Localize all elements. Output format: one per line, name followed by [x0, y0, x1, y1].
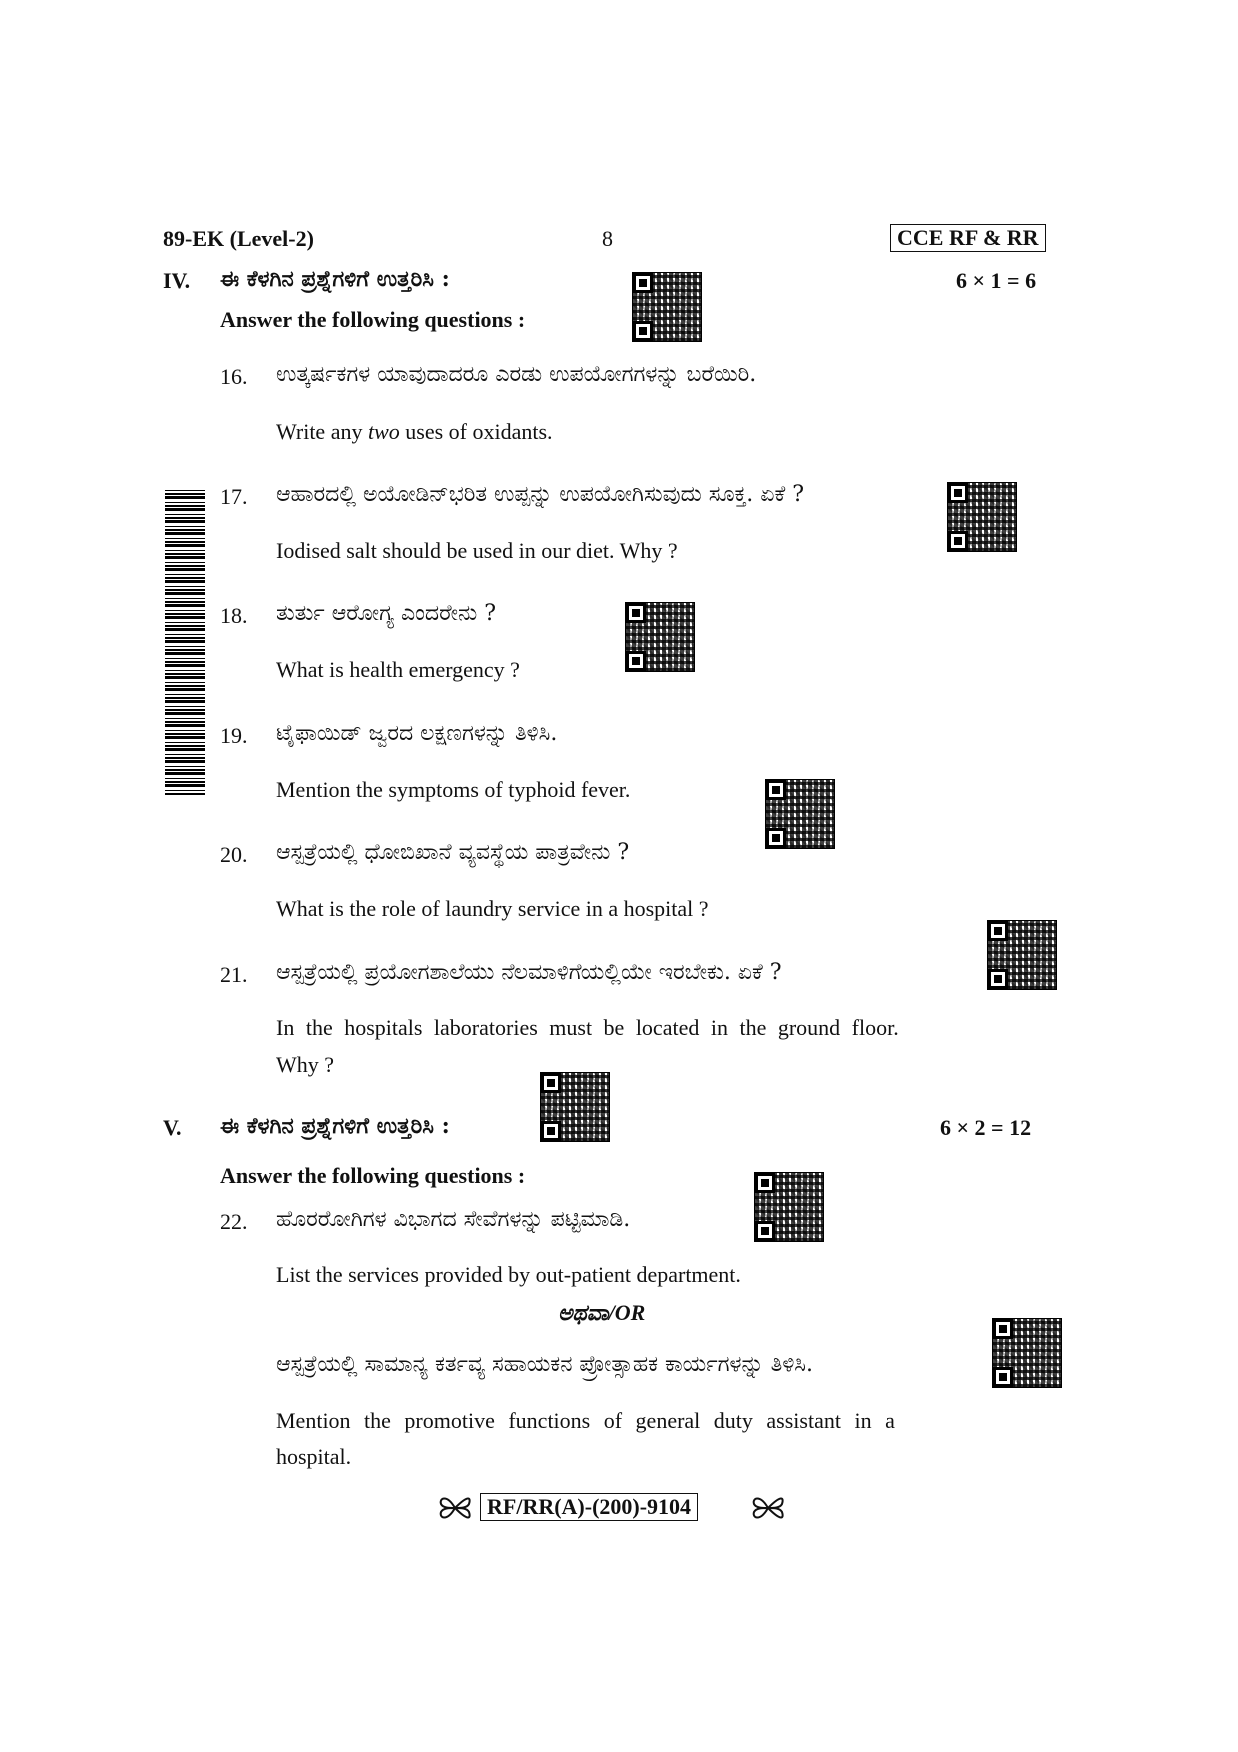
question-20-en: What is the role of laundry service in a hospital ? [276, 896, 709, 921]
question-18-kn: ತುರ್ತು ಆರೋಗ್ಯ ಎಂದರೇನು ? [276, 601, 496, 626]
question-22-alt-kn: ಆಸ್ಪತ್ರೆಯಲ್ಲಿ ಸಾಮಾನ್ಯ ಕರ್ತವ್ಯ ಸಹಾಯಕನ ಪ್ರೋತ್ಸಾಹಕ ಕಾರ್ಯಗಳನ್ನು ತಿಳಿಸಿ. [276, 1352, 813, 1377]
footer-code: RF/RR(A)-(200)-9104 [480, 1493, 698, 1521]
question-19-kn: ಟೈಫಾಯಿಡ್ ಜ್ವರದ ಲಕ್ಷಣಗಳನ್ನು ತಿಳಿಸಿ. [276, 721, 558, 746]
qr-code-icon [987, 920, 1057, 990]
question-16-en: Write any two uses of oxidants. [276, 419, 553, 444]
section-v-marks: 6 × 2 = 12 [940, 1115, 1032, 1140]
ornament-right-icon [750, 1490, 786, 1526]
qr-code-icon [632, 272, 702, 342]
qr-code-icon [625, 602, 695, 672]
question-number: 17. [220, 484, 248, 509]
question-20-kn: ಆಸ್ಪತ್ರೆಯಲ್ಲಿ ಧೋಬಿಖಾನೆ ವ್ಯವಸ್ಥೆಯ ಪಾತ್ರವೇನು ? [276, 840, 630, 865]
question-number: 19. [220, 723, 248, 748]
qr-code-icon [540, 1072, 610, 1142]
question-16-kn: ಉತ್ಕರ್ಷಕಗಳ ಯಾವುದಾದರೂ ಎರಡು ಉಪಯೋಗಗಳನ್ನು ಬರೆಯಿರಿ. [276, 362, 757, 387]
question-22-en: List the services provided by out-patient department. [276, 1262, 741, 1287]
question-19-en: Mention the symptoms of typhoid fever. [276, 777, 631, 802]
section-iv-instruction-en: Answer the following questions : [220, 307, 526, 332]
question-21-en-cont: Why ? [276, 1052, 335, 1077]
qr-code-icon [992, 1318, 1062, 1388]
question-22-kn: ಹೊರರೋಗಿಗಳ ವಿಭಾಗದ ಸೇವೆಗಳನ್ನು ಪಟ್ಟಿಮಾಡಿ. [276, 1207, 631, 1232]
section-v-instruction-kn: ಈ ಕೆಳಗಿನ ಪ್ರಶ್ನೆಗಳಿಗೆ ಉತ್ತರಿಸಿ : [220, 1113, 450, 1139]
question-18-en: What is health emergency ? [276, 657, 520, 682]
ornament-left-icon [437, 1490, 473, 1526]
qr-code-icon [754, 1172, 824, 1242]
section-iv-marks: 6 × 1 = 6 [956, 268, 1037, 293]
paper-code: 89-EK (Level-2) [163, 226, 314, 251]
section-iv-roman: IV. [163, 268, 191, 293]
question-21-en: In the hospitals laboratories must be located in the ground floor. [276, 1015, 899, 1040]
section-v-instruction-en: Answer the following questions : [220, 1163, 526, 1188]
question-17-kn: ಆಹಾರದಲ್ಲಿ ಅಯೋಡಿನ್‌ಭರಿತ ಉಪ್ಪನ್ನು ಉಪಯೋಗಿಸುವುದು ಸೂಕ್ತ. ಏಕೆ ? [276, 482, 805, 507]
page-number: 8 [602, 226, 613, 251]
question-number: 16. [220, 364, 248, 389]
question-number: 20. [220, 842, 248, 867]
question-21-kn: ಆಸ್ಪತ್ರೆಯಲ್ಲಿ ಪ್ರಯೋಗಶಾಲೆಯು ನೆಲಮಾಳಿಗೆಯಲ್ಲಿಯೇ ಇರಬೇಕು. ಏಕೆ ? [276, 960, 782, 985]
question-22-alt-en: Mention the promotive functions of general duty assistant in a [276, 1408, 895, 1433]
section-iv-instruction-kn: ಈ ಕೆಳಗಿನ ಪ್ರಶ್ನೆಗಳಿಗೆ ಉತ್ತರಿಸಿ : [220, 266, 450, 292]
question-number: 18. [220, 603, 248, 628]
qr-code-icon [765, 779, 835, 849]
or-divider: ಅಥವಾ/OR [558, 1300, 646, 1325]
section-v-roman: V. [163, 1115, 182, 1140]
question-17-en: Iodised salt should be used in our diet. Why ? [276, 538, 678, 563]
question-22-alt-en-cont: hospital. [276, 1444, 352, 1469]
barcode-icon [165, 487, 205, 795]
question-number: 22. [220, 1209, 248, 1234]
scheme-badge: CCE RF & RR [890, 224, 1046, 252]
qr-code-icon [947, 482, 1017, 552]
question-number: 21. [220, 962, 248, 987]
